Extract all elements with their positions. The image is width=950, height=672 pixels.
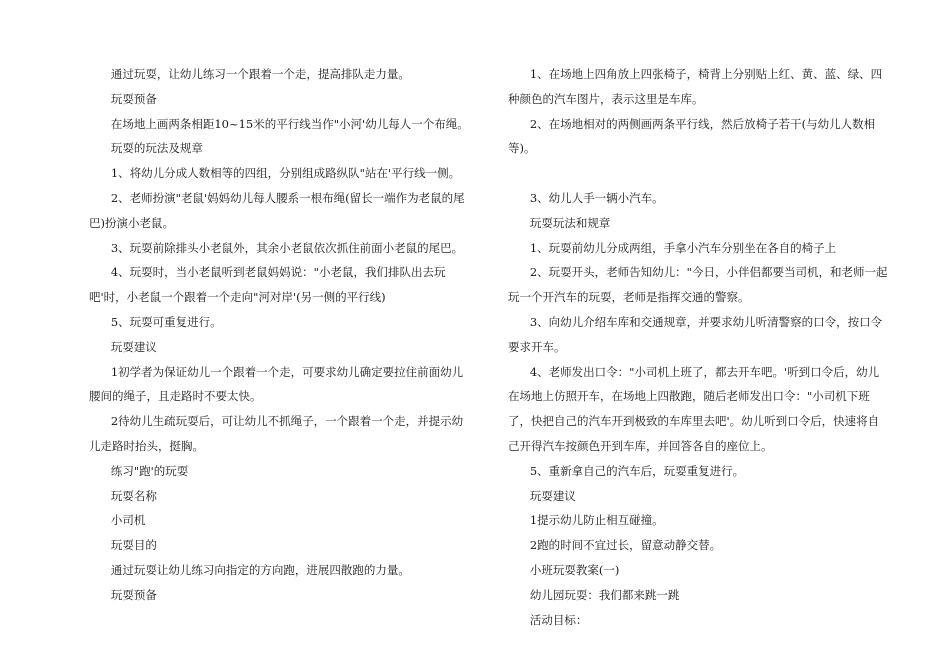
section-heading: 玩耍建议 bbox=[110, 339, 157, 354]
paragraph: 3、玩耍前除排头小老鼠外，其余小老鼠依次抓住前面小老鼠的尾巴。 bbox=[110, 240, 464, 255]
paragraph: 3、向幼儿介绍车库和交通规章，并要求幼儿听清警察的口令，按口令要求开车。 bbox=[508, 314, 883, 354]
left-column bbox=[89, 62, 469, 608]
paragraph: 4、老师发出口令："小司机上班了，都去开车吧。'听到口令后，幼儿在场地上仿照开车，在场地上四散跑，随后老师发出口令："小司机下班了，快把自己的汽车开到极致的车库里去吧'。幼儿听到口令后，快速将自己开得汽车按颜色开到车库，并回答各自的座位上。 bbox=[508, 364, 880, 453]
paragraph: 3、幼儿人手一辆小汽车。 bbox=[529, 190, 664, 205]
section-heading: 练习"跑'的玩耍 bbox=[110, 463, 189, 478]
paragraph: 1、将幼儿分成人数相等的四组，分别组成路纵队"站在'平行线一侧。 bbox=[110, 166, 461, 181]
paragraph: 2待幼儿生疏玩耍后，可让幼儿不抓绳子，一个跟着一个走，并提示幼儿走路时抬头，挺胸。 bbox=[89, 414, 464, 453]
paragraph: 5、玩耍可重复进行。 bbox=[110, 314, 222, 329]
paragraph: 2、老师扮演"老鼠'妈妈幼儿每人腰系一根布绳(留长一端作为老鼠的尾巴)扮演小老鼠。 bbox=[89, 190, 465, 230]
section-heading: 玩耍建议 bbox=[529, 488, 576, 503]
paragraph: 4、玩耍时，当小老鼠听到老鼠妈妈说："小老鼠，我们排队出去玩吧'时，小老鼠一个跟着一个走向"河对岸'(另一侧的平行线) bbox=[89, 265, 446, 305]
paragraph: 2、玩耍开头，老师告知幼儿："今日，小伴侣都要当司机，和老师一起玩一个开汽车的玩耍，老师是指挥交通的警察。 bbox=[508, 265, 888, 305]
paragraph: 2、在场地相对的两侧画两条平行线，然后放椅子若干(与幼儿人数相等)。 bbox=[508, 116, 876, 156]
section-heading: 玩耍名称 bbox=[110, 488, 157, 503]
section-heading: 玩耍预备 bbox=[110, 91, 157, 106]
section-heading: 玩耍预备 bbox=[110, 587, 157, 602]
paragraph: 1、在场地上四角放上四张椅子，椅背上分别贴上红、黄、蓝、绿、四种颜色的汽车图片，表示这里是车库。 bbox=[508, 67, 883, 106]
paragraph: 1初学者为保证幼儿一个跟着一个走，可要求幼儿确定要拉住前面幼儿腰间的绳子，且走路时不要太快。 bbox=[89, 364, 464, 404]
paragraph: 通过玩耍让幼儿练习向指定的方向跑，进展四散跑的力量。 bbox=[110, 562, 410, 577]
paragraph: 通过玩耍，让幼儿练习一个跟着一个走，提高排队走力量。 bbox=[110, 67, 410, 81]
paragraph: 幼儿园玩耍：我们都来跳一跳 bbox=[529, 587, 680, 602]
paragraph: 2跑的时间不宜过长，留意动静交替。 bbox=[529, 538, 722, 553]
paragraph: 1、玩耍前幼儿分成两组，手拿小汽车分别坐在各自的椅子上 bbox=[529, 240, 837, 255]
paragraph: 5、重新拿自己的汽车后，玩耍重复进行。 bbox=[529, 463, 745, 478]
paragraph: 在场地上画两条相距10~15米的平行线当作"小河'幼儿每人一个布绳。 bbox=[110, 116, 469, 131]
section-heading: 活动目标： bbox=[529, 612, 588, 627]
section-heading: 玩耍目的 bbox=[110, 538, 157, 553]
section-heading: 玩耍的玩法及规章 bbox=[110, 141, 203, 156]
paragraph: 小司机 bbox=[110, 513, 146, 528]
blank-line bbox=[508, 161, 888, 186]
right-column bbox=[508, 62, 888, 632]
paragraph: 1提示幼儿防止相互碰撞。 bbox=[529, 513, 664, 528]
section-heading: 小班玩耍教案(一) bbox=[529, 562, 620, 577]
section-heading: 玩耍玩法和规章 bbox=[529, 215, 611, 230]
